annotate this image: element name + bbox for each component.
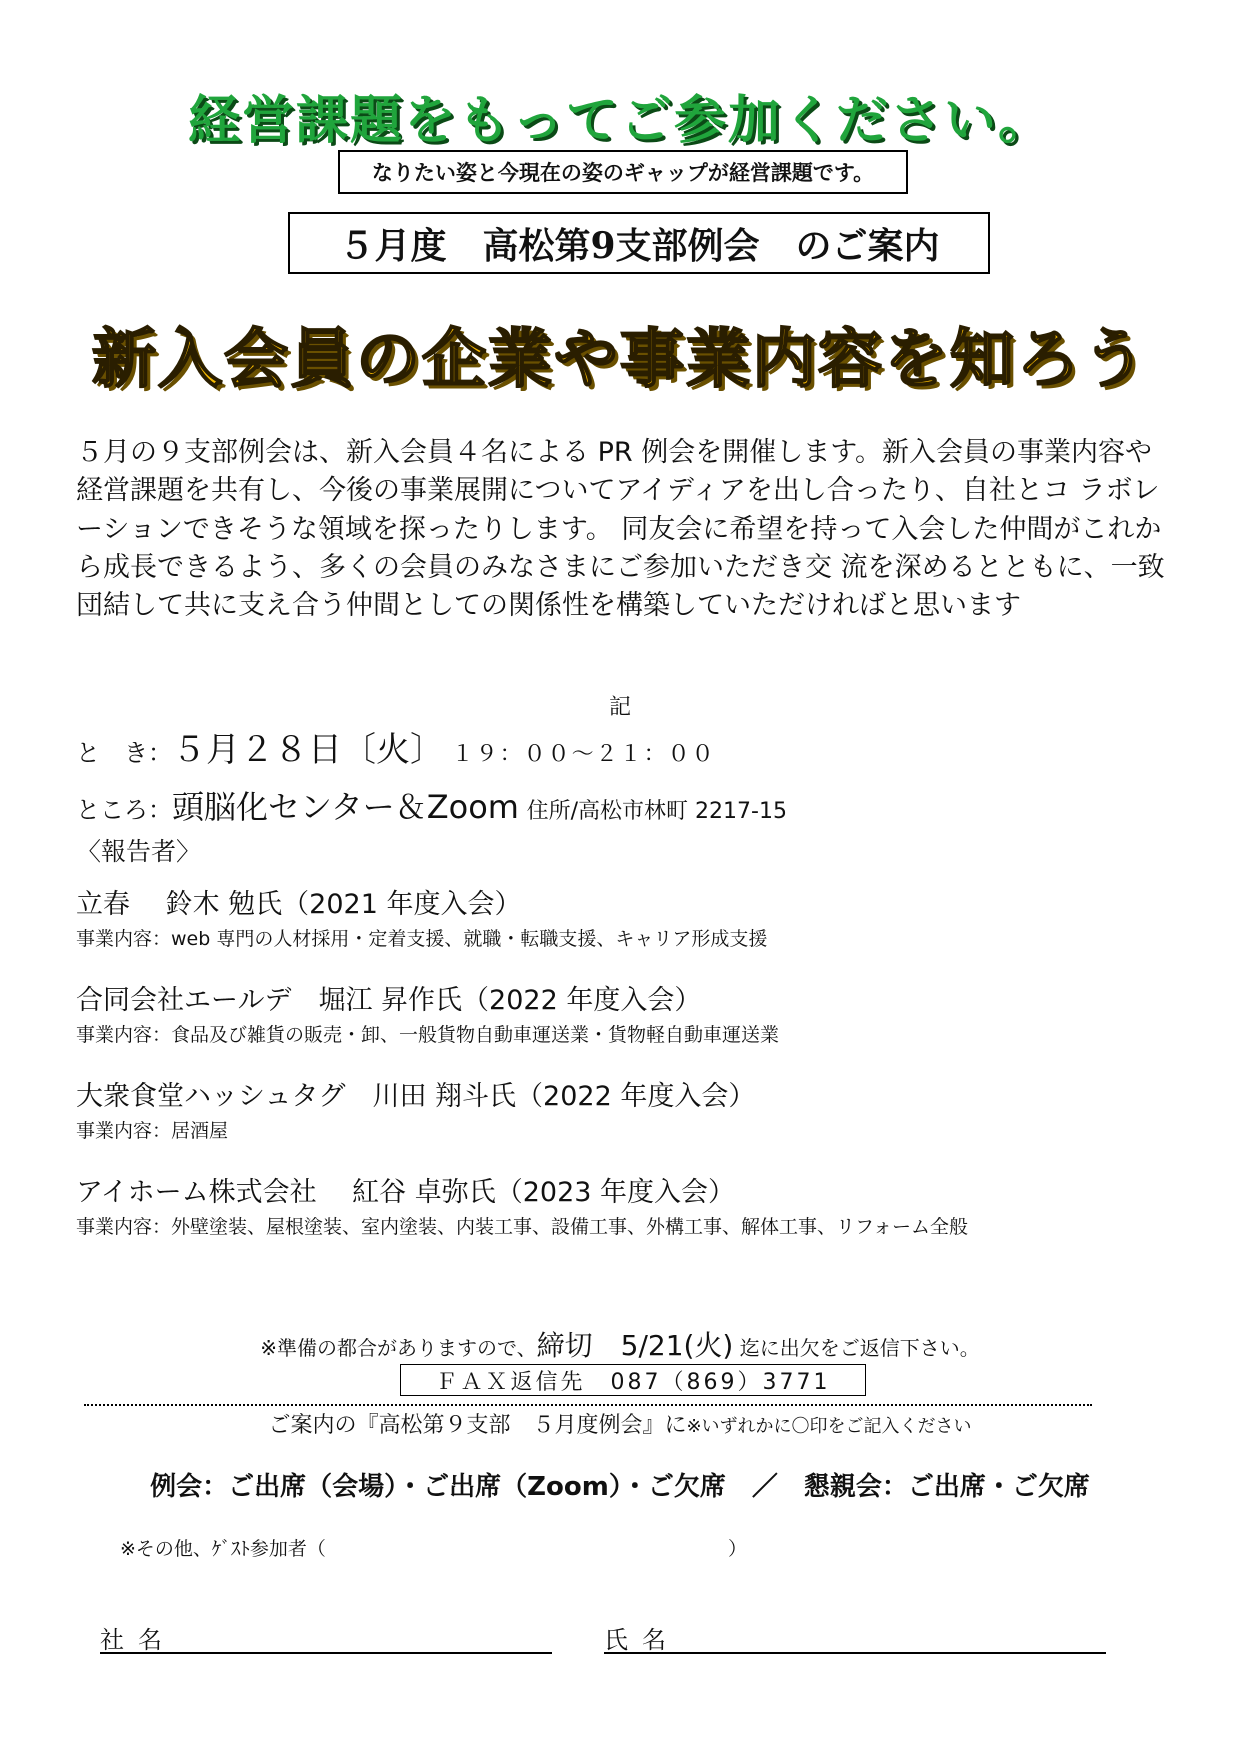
reporter-business: 事業内容：web 専門の人材採用・定着支援、就職・転職支援、キャリア形成支援: [76, 928, 768, 950]
fax-box: [400, 1364, 866, 1396]
cut-line: [84, 1404, 1092, 1406]
ki-mark: 記: [608, 695, 631, 720]
reply-instruction-note: ※いずれかに〇印をご記入ください: [686, 1416, 972, 1437]
venue-address: 住所/高松市林町 2217-15: [526, 799, 787, 824]
reply-instruction: [0, 1408, 1240, 1439]
name-label: 氏名: [604, 1626, 680, 1654]
deadline-notice: [0, 1324, 1240, 1364]
subtitle-box: [338, 150, 908, 194]
reply-instruction-main: ご案内の『高松第９支部 ５月度例会』に: [268, 1413, 687, 1438]
reporter-business: 事業内容：食品及び雑貨の販売・卸、一般貨物自動車運送業・貨物軽自動車運送業: [76, 1024, 780, 1046]
date-row: [76, 722, 716, 771]
event-date: ５月２８日〔火〕: [172, 730, 444, 770]
fax-number: ＦＡＸ返信先 087（869）3771: [435, 1369, 831, 1395]
reporter-name: 立春 鈴木 勉氏（2021 年度入会）: [76, 889, 522, 920]
reporters-heading: 〈報告者〉: [76, 837, 202, 866]
intro-paragraph: ５月の９支部例会は、新入会員４名による PR 例会を開催します。新入会員の事業内容や経営課題を共有し、今後の事業展開についてアイディアを出し合ったり、自社とコ ラボレーションできそうな領域を探ったりします。 同友会に希望を持って入会した仲間がこれから成長できるよう、多くの会員のみなさまにご参加いただき交 流を深めるとともに、一致団結して共に支え合う仲間としての関係性を構築していただければと思います: [76, 437, 1165, 622]
reporter-name: 大衆食堂ハッシュタグ 川田 翔斗氏（2022 年度入会）: [76, 1081, 756, 1112]
event-time: １９：００～２１：００: [451, 742, 716, 767]
event-title-box: [288, 212, 990, 274]
reporter-business: 事業内容：外壁塗装、屋根塗装、室内塗装、内装工事、設備工事、外構工事、解体工事、リフォーム全般: [76, 1216, 969, 1238]
date-label: と き：: [76, 739, 172, 767]
reporter-business: 事業内容：居酒屋: [76, 1120, 229, 1142]
catch-title: 経営課題をもってご参加ください。: [187, 91, 1052, 151]
company-label: 社名: [100, 1626, 176, 1654]
reporter-name: 合同会社エールデ 堀江 昇作氏（2022 年度入会）: [76, 985, 702, 1016]
subtitle-text: なりたい姿と今現在の姿のギャップが経営課題です。: [371, 161, 875, 185]
event-title: ５月度 高松第9支部例会 のご案内: [338, 224, 940, 267]
notice-post: 迄に出欠をご返信下さい。: [739, 1336, 980, 1360]
headline: 新入会員の企業や事業内容を知ろう: [92, 323, 1148, 397]
name-field[interactable]: [604, 1652, 1106, 1654]
guest-label: ※その他、ｹﾞｽﾄ参加者（: [120, 1538, 326, 1560]
guest-close-paren: ）: [728, 1538, 748, 1560]
deadline-date: 締切 5/21(火): [536, 1329, 734, 1362]
company-field[interactable]: [100, 1652, 552, 1654]
reporter-name: アイホーム株式会社 紅谷 卓弥氏（2023 年度入会）: [76, 1177, 736, 1208]
place-row: [76, 782, 787, 828]
venue-name: 頭脳化センター＆Zoom: [172, 788, 519, 826]
attendance-options[interactable]: 例会：ご出席（会場）・ご出席（Zoom）・ご欠席 ／ 懇親会：ご出席・ご欠席: [150, 1472, 1090, 1502]
place-label: ところ：: [76, 796, 172, 824]
notice-pre: ※準備の都合がありますので、: [260, 1336, 537, 1360]
